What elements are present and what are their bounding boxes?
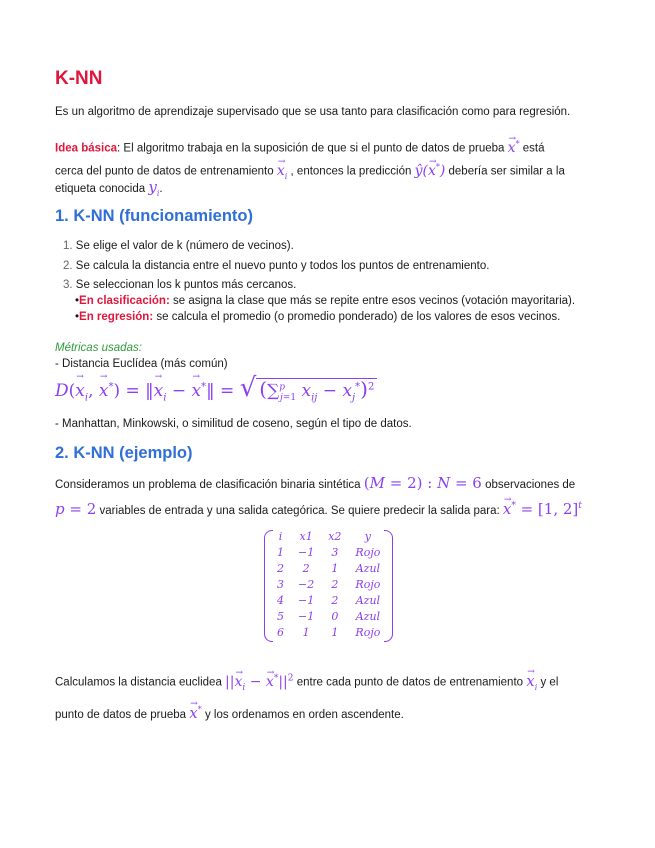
idea-label: Idea básica [55,142,118,155]
math-prediction: ŷ(→ x*) [415,163,446,179]
step-2: 2. Se calcula la distancia entre el nuevo punto y todos los puntos de entrenamiento. [63,260,490,272]
metric-others: - Manhattan, Minkowski, o similitud de coseno, según el tipo de datos. [55,418,412,430]
math-x-i-2: → $x_i$ [526,672,537,690]
idea-line-2: cerca del punto de datos de entrenamiento → $x_i$ , entonces la predicción ŷ(→ x*) debería ser similar a la [55,159,565,184]
data-table [270,528,387,640]
table-row: 2 2 1 Azul [277,561,381,575]
idea-line-3: etiqueta conocida $y_i$. [55,178,163,198]
math-p: p = 2 [55,500,97,518]
example-line-3: Calculamos la distancia euclidea ||→ $x_i$ − → $x^*||^2$ entre cada punto de datos de entrenamiento → $x_i$ y el [55,670,558,696]
example-line-2: p = 2 variables de entrada y una salida categórica. Se quiere predecir la salida para: → x* = [1, 2]$^t$ [55,498,582,519]
section1-heading: 1. K-NN (funcionamiento) [55,207,253,225]
metrics-title: Métricas usadas: [55,342,142,354]
step-1: 1. Se elige el valor de k (número de vecinos). [63,240,294,252]
section2-heading: 2. K-NN (ejemplo) [55,444,193,462]
step-3: 3. Se seleccionan los k puntos más cercanos. [63,279,297,291]
math-y-i: $y_i$ [148,178,160,198]
bullet-regression: •En regresión: se calcula el promedio (o promedio ponderado) de los valores de esos vecinos. [75,311,561,323]
example-line-1: Consideramos un problema de clasificación binaria sintética (M = 2) : N = 6 observaciones de [55,474,576,492]
matrix-right-bracket [384,530,393,642]
table-header-row: i x1 x2 y [278,529,371,543]
table-row: 5 −1 0 Azul [277,609,381,623]
math-x-star-2: → x* [189,704,201,722]
math-x-star: → x* [508,140,520,156]
matrix-left-bracket [264,530,273,642]
bullet-classification: •En clasificación: se asigna la clase que más se repite entre esos vecinos (votación mayoritaria). [75,295,576,307]
math-m-n: (M = 2) : N = 6 [363,474,482,492]
intro-text: Es un algoritmo de aprendizaje supervisado que se usa tanto para clasificación como para regresión. [55,106,571,118]
data-matrix [264,528,387,640]
table-row: 4 −1 2 Azul [277,593,381,607]
math-test-point: → x* = [1, 2]$^t$ [503,500,582,518]
table-row: 3 −2 2 Rojo [277,577,381,591]
table-row: 1 −1 3 Rojo [277,545,381,559]
idea-line-1: Idea básica: El algoritmo trabaja en la suposición de que si el punto de datos de prueba → x* está [55,136,545,157]
math-x-i: → $x_i$ [277,163,287,179]
euclidean-formula: $D(\to x_i$, → x*) = ‖→ $x_i$ − → x*‖ = √ (∑$^p_{j=1}$ $x_{ij} - x_j^*)^2$ [55,373,377,403]
table-row: 6 1 1 Rojo [277,625,381,639]
example-line-4: punto de datos de prueba → x* y los ordenamos en orden ascendente. [55,702,404,723]
metric-euclidean: - Distancia Euclídea (más común) [55,358,228,370]
math-squared-distance: ||→ $x_i$ − → $x^*||^2$ [225,674,293,690]
page-title: K-NN [55,68,103,89]
